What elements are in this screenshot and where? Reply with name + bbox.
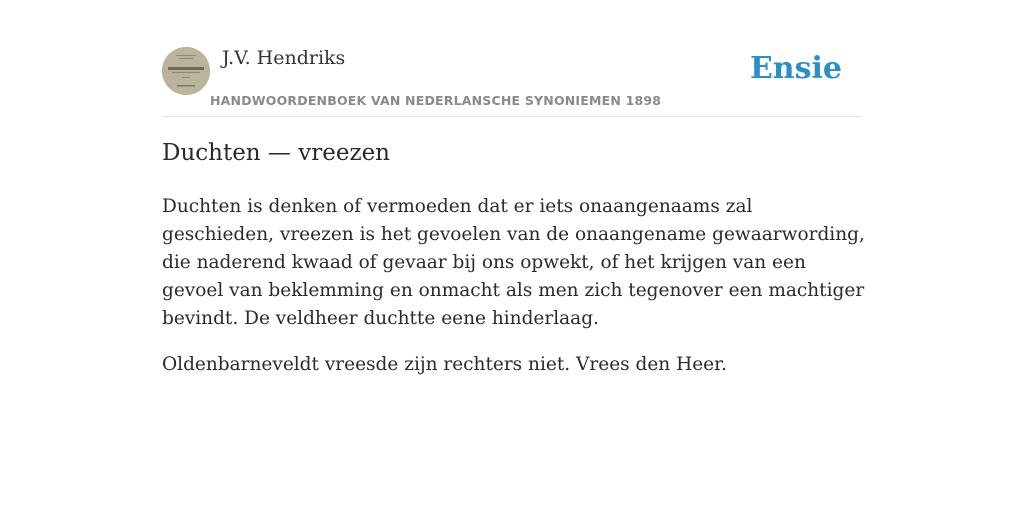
source-title[interactable]: HANDWOORDENBOEK VAN NEDERLANSCHE SYNONIEMEN 1898 [210,93,662,108]
entry-paragraph: Oldenbarneveldt vreesde zijn rechters niet. Vrees den Heer. [162,354,727,375]
ensie-logo[interactable]: Ensie [749,51,842,86]
entry-body [162,193,867,397]
entry-title: Duchten — vreezen [162,140,390,166]
author-link[interactable]: J.V. Hendriks [222,47,346,69]
entry-header [162,46,862,117]
entry-paragraph: Duchten is denken of vermoeden dat er iets onaangenaams zal geschieden, vreezen is het gevoelen van de onaangename gewaarwording, die naderend kwaad of gevaar bij ons opwekt, of het krijgen van een gevoel van beklemming en onmacht als men zich tegenover een machtiger bevindt. De veldheer duchtte eene hinderlaag. [162,196,865,329]
book-cover-image [162,47,210,95]
book-cover-icon[interactable] [162,47,210,95]
